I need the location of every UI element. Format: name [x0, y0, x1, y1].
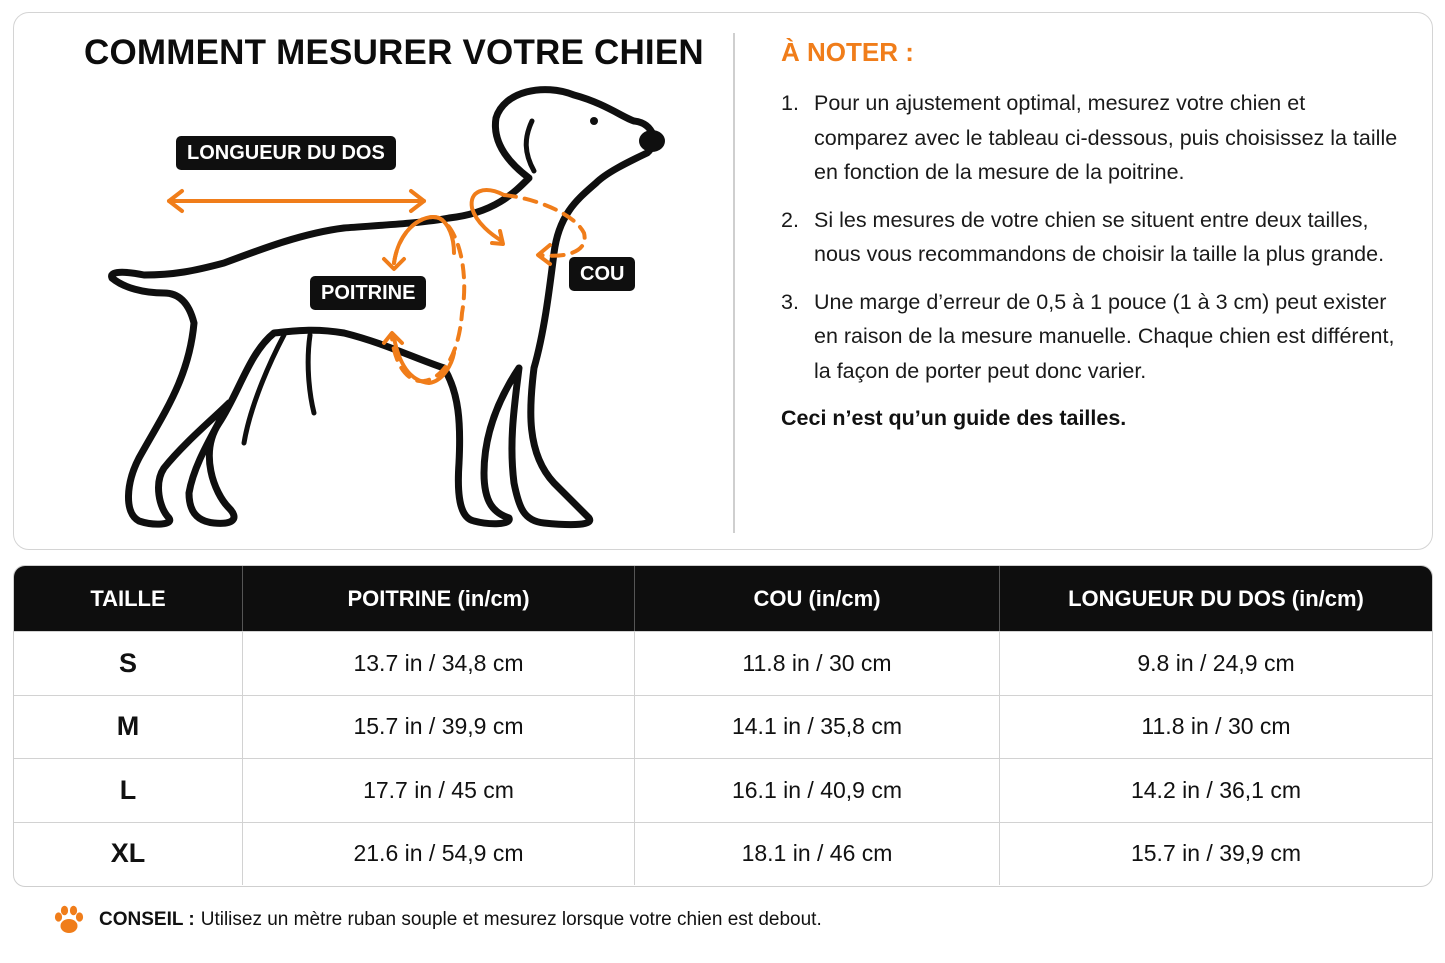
column-header-back-length: LONGUEUR DU DOS (in/cm)	[999, 566, 1432, 631]
table-header-row	[14, 566, 1432, 631]
neck-cell: 11.8 in / 30 cm	[634, 632, 999, 695]
dog-eye	[590, 117, 598, 125]
chest-cell: 13.7 in / 34,8 cm	[242, 632, 634, 695]
note-number: 1.	[781, 91, 799, 115]
column-header-chest: POITRINE (in/cm)	[242, 566, 634, 631]
chest-cell: 17.7 in / 45 cm	[242, 759, 634, 822]
chest-cell: 21.6 in / 54,9 cm	[242, 823, 634, 886]
back-length-cell: 15.7 in / 39,9 cm	[999, 823, 1432, 886]
table-row	[14, 758, 1432, 822]
tip-label: CONSEIL :	[99, 909, 195, 930]
column-header-neck: COU (in/cm)	[634, 566, 999, 631]
note-number: 3.	[781, 289, 799, 314]
size-guide-disclaimer: Ceci n’est qu’un guide des tailles.	[781, 406, 1127, 430]
note-text: Si les mesures de votre chien se situent entre deux tailles, nous vous recommandons de choisir la taille la plus grande.	[814, 207, 1385, 266]
note-item	[781, 203, 1401, 272]
size-cell: M	[116, 711, 140, 742]
note-text: Une marge d’erreur de 0,5 à 1 pouce (1 à 3 cm) peut exister en raison de la mesure manuelle. Chaque chien est différent, la façon de porter peut donc varier.	[814, 289, 1395, 383]
measure-guide-card	[13, 12, 1433, 550]
back-length-cell: 11.8 in / 30 cm	[999, 696, 1432, 759]
table-row	[14, 822, 1432, 886]
size-table	[13, 565, 1433, 887]
note-item	[781, 285, 1401, 389]
back-length-label: LONGUEUR DU DOS	[176, 136, 396, 170]
neck-cell: 16.1 in / 40,9 cm	[634, 759, 999, 822]
notes-panel	[781, 37, 1401, 431]
chest-label: POITRINE	[310, 276, 426, 310]
back-length-cell: 14.2 in / 36,1 cm	[999, 759, 1432, 822]
back-length-arrow	[169, 191, 424, 211]
neck-cell: 14.1 in / 35,8 cm	[634, 696, 999, 759]
notes-heading: À NOTER :	[781, 37, 914, 67]
note-text: Pour un ajustement optimal, mesurez votre chien et comparez avec le tableau ci-dessous, puis choisissez la taille en fonction de la mesure de la poitrine.	[814, 91, 1398, 184]
page-title: COMMENT MESURER VOTRE CHIEN	[84, 33, 704, 72]
size-cell: XL	[110, 838, 146, 869]
table-row	[14, 695, 1432, 759]
table-row	[14, 631, 1432, 695]
paw-icon	[52, 903, 86, 937]
column-header-size: TAILLE	[90, 585, 166, 611]
chest-cell: 15.7 in / 39,9 cm	[242, 696, 634, 759]
tip-text: Utilisez un mètre ruban souple et mesurez lorsque votre chien est debout.	[200, 909, 822, 930]
dog-nose	[639, 130, 665, 152]
tip-line	[52, 903, 822, 937]
neck-measure-loop	[472, 190, 585, 264]
size-cell: L	[119, 774, 137, 805]
neck-label: COU	[569, 257, 635, 291]
note-number: 2.	[781, 207, 799, 232]
section-divider	[733, 33, 735, 533]
back-length-cell: 9.8 in / 24,9 cm	[999, 632, 1432, 695]
neck-cell: 18.1 in / 46 cm	[634, 823, 999, 886]
note-item	[781, 86, 1401, 190]
size-cell: S	[118, 647, 137, 678]
